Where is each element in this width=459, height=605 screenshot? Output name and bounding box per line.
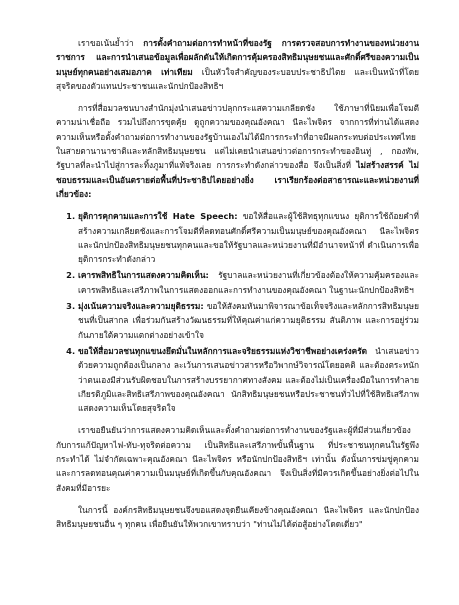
- demand-item: [78, 268, 419, 297]
- paragraph-1-bold: การตั้งคำถามต่อการทำหน้าที่ของรัฐ การตรวจสอบการทำงานของหน่วยงานราชการ และการนำเสนอข้อมูลเพื่อผลักดันให้เกิดการคุ้มครองสิทธิมนุษยชนและศักดิ์ศรีของความเป็นมนุษย์ทุกคนอย่างเสมอภาค เท่าเทียม: [56, 38, 419, 77]
- demand-text: นำเสนอข่าวด้วยความถูกต้องเป็นกลาง ละเว้นการเสนอข่าวสารหรือวิพากษ์วิจารณ์โดยอคติ และต้องตระหนักว่าตนเองมีส่วนรับผิดชอบในการสร้างบรรยากาศทางสังคม และต้องไม่เป็นเครื่องมือในการทำลายเกียรติภูมิและสิทธิเสรีภาพของคุณอังคณา นักสิทธิมนุษยชนหรือประชาชนทั่วไปที่ใช้สิทธิเสรีภาพแสดงความเห็นโดยสุจริตใจ: [78, 345, 419, 414]
- paragraph-1-start: เราขอเน้นย้ำว่า: [78, 38, 144, 48]
- paragraph-2-start: การที่สื่อมวลชนบางสำนักมุ่งนำเสนอข่าวปลุกกระแสความเกลียดชัง ใช้ภาษาที่นิยมเพื่อโจมตีความน่าเชื่อถือ รวมไปถึงการขุดคุ้ย ดูถูกความของคุณอังคณา นีละไพจิตร จากการที่ท่านได้แสดงความเห็นหรือตั้งคำถามต่อการทำงานของรัฐบ้านเองไม่ได้มีการกระทำที่อาจมีผลกระทบต่อประเทศไทยในสายตานานาชาติและหลักสิทธิมนุษยชน แต่ไม่เคยนำเสนอข่าวต่อการกระทำของอินทู่ , กองทัพ, รัฐบาลที่ละนำไปสู่การละทิ้งภูมาที่แท้จริงเลย การกระทำดังกล่าวของสื่อ จึงเป็นสิ่งที่: [56, 103, 419, 171]
- demand-text: ขอให้สังคมหันมาพิจารณาข้อเท็จจริงและหลักการสิทธิมนุษยชนที่เป็นสากล เพื่อร่วมกันสร้างวัฒนธรรมที่ให้คุณค่าแก่ความยุติธรรม สันติภาพ และการอยู่ร่วมกันภายใต้ความแตกต่างอย่างเข้าใจ: [78, 301, 419, 340]
- paragraph-2-bold: ไม่สร้างสรรค์ ไม่ชอบธรรมและเป็นอันตรายต่อพื้นที่ประชาธิปไตยอย่างยิ่ง เราเรียกร้องต่อสาธารณะและหน่วยงานที่เกี่ยวข้อง:: [56, 160, 419, 199]
- demand-item: [78, 209, 419, 266]
- demand-heading: มุ่งเน้นความจริงและความยุติธรรม:: [78, 301, 204, 312]
- demand-heading: ยุติการคุกคามและการใช้ Hate Speech:: [78, 211, 238, 222]
- paragraph-4: ในการนี้ องค์กรสิทธิมนุษยชนจึงขอแสดงจุดยืนเคียงข้างคุณอังคณา นีละไพจิตร และนักปกป้องสิทธิมนุษยชนอื่น ๆ ทุกคน เพื่อยืนยันให้พวกเขาทราบว่า "ท่านไม่ได้ต่อสู้อย่างโดดเดี่ยว": [56, 504, 419, 530]
- demand-heading: ขอให้สื่อมวลชนทุกแขนงยึดมั่นในหลักการและจริยธรรมแห่งวิชาชีพอย่างเคร่งครัด: [78, 345, 368, 356]
- paragraph-1-end: เป็นหัวใจสำคัญของระบอบประชาธิปไตย และเป็นหน้าที่โดยสุจริตของตัวแทนประชาชนและนักปกป้องสิทธิฯ: [56, 66, 419, 91]
- demand-heading: เคารพสิทธิในการแสดงความคิดเห็น:: [78, 270, 209, 281]
- demand-text: ขอให้สื่อและผู้ใช้สิทธุทุกแขนง ยุติการใช้ถ้อยคำที่สร้างความเกลียดชังและการโจมตีที่ลดทอนศักดิ์ศรีความเป็นมนุษย์ของคุณอังคณา นีละไพจิตร และนักปกป้องสิทธิมนุษยชนทุกคนและขอให้รัฐบาลและหน่วยงานที่มีอำนาจหน้าที่ ดำเนินการเพื่อยุติการกระทำดังกล่าว: [78, 211, 419, 265]
- demand-item: [78, 344, 419, 415]
- paragraph-1: [56, 36, 419, 93]
- paragraph-2: [56, 101, 419, 201]
- paragraph-3: เราขอยืนยันว่าการแสดงความคิดเห็นและตั้งคำถามต่อการทำงานของรัฐและผู้ที่มีส่วนเกี่ยวข้องกับการแก้ปัญหาไฟ-ทับ-ทุจริตต่อความ เป็นสิทธิและเสรีภาพขั้นพื้นฐาน ที่ประชาชนทุกคนในรัฐพึงกระทำได้ ไม่จำกัดเฉพาะคุณอังคณา นีละไพจิตร หรือนักปกป้องสิทธิฯ เท่านั้น ดังนั้นการข่มขู่คุกคาม และการลดทอนคุณค่าความเป็นมนุษย์ที่เกิดขึ้นกับคุณอังคณา จึงเป็นสิ่งที่มีควรเกิดขึ้นอย่างยิ่งต่อไปในสังคมที่มีอารยะ: [56, 425, 419, 493]
- demands-list: [56, 209, 419, 415]
- demand-item: [78, 299, 419, 342]
- demand-text: รัฐบาลและหน่วยงานที่เกี่ยวข้องต้องให้ความคุ้มครองและเคารพสิทธิและเสรีภาพในการแสดงออกและการทำงานของคุณอังคณา ในฐานะนักปกป้องสิทธิฯ: [78, 270, 419, 295]
